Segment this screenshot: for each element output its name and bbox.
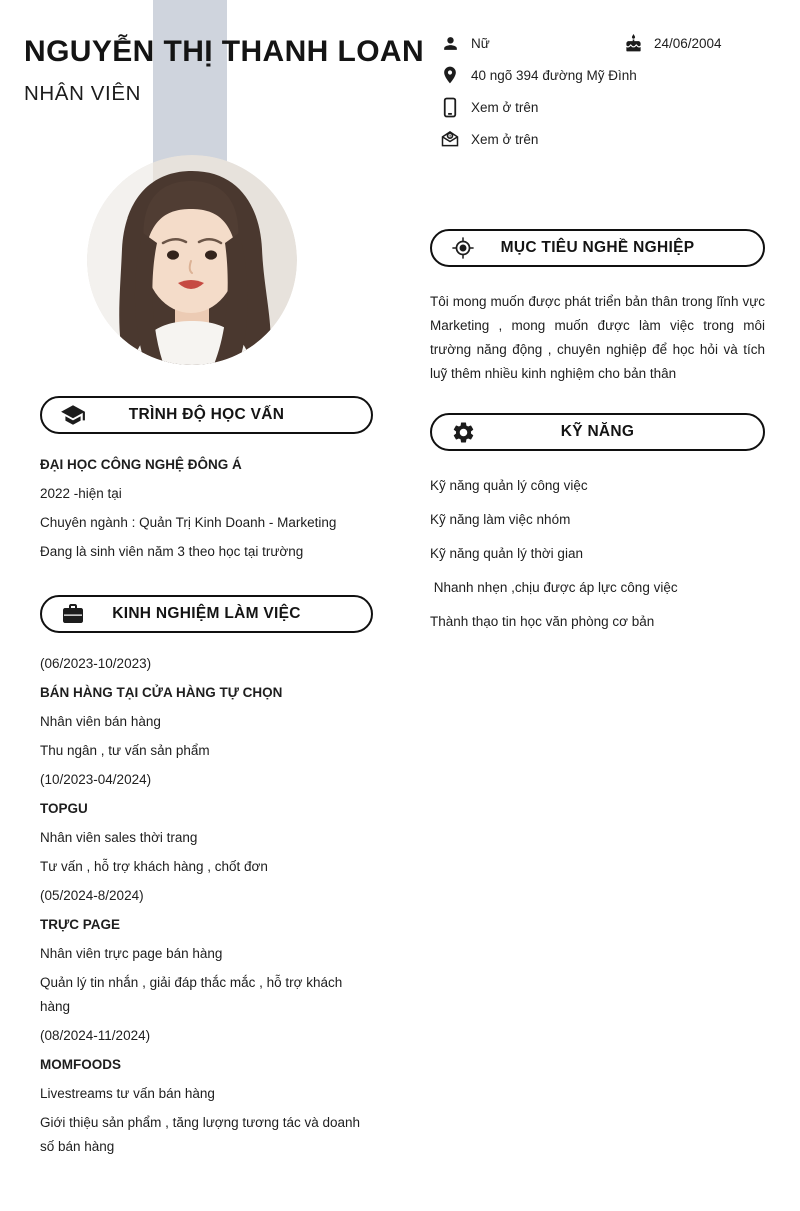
job-company: TRỰC PAGE: [40, 917, 120, 932]
profile-photo: [87, 155, 297, 365]
gear-icon: [450, 419, 476, 445]
profile-photo-illustration: [87, 155, 297, 365]
skill-item: Thành thạo tin học văn phòng cơ bản: [430, 614, 655, 629]
job-detail: Nhân viên bán hàng: [40, 714, 161, 729]
job-company: MOMFOODS: [40, 1057, 121, 1072]
contact-row-phone: [440, 95, 780, 119]
education-major: Chuyên ngành : Quản Trị Kinh Doanh - Marketing: [40, 515, 337, 530]
job-detail: Nhân viên sales thời trang: [40, 830, 198, 845]
job-period: (06/2023-10/2023): [40, 656, 152, 671]
contact-row-email: [440, 127, 780, 151]
section-header-objective: [430, 229, 765, 267]
job-detail: Giới thiệu sản phẩm , tăng lượng tương tác và doanh số bán hàng: [40, 1115, 361, 1154]
left-column: [40, 396, 373, 1159]
contact-row-address: [440, 63, 780, 87]
section-header-skills: [430, 413, 765, 451]
phone-icon: [440, 97, 460, 117]
job-detail: Nhân viên trực page bán hàng: [40, 946, 223, 961]
education-school: ĐẠI HỌC CÔNG NGHỆ ĐÔNG Á: [40, 457, 242, 472]
section-title-education: TRÌNH ĐỘ HỌC VẤN: [128, 406, 285, 423]
section-title-skills: KỸ NĂNG: [560, 423, 635, 440]
education-note: Đang là sinh viên năm 3 theo học tại trường: [40, 544, 304, 559]
briefcase-icon: [60, 601, 86, 627]
job-detail: Quản lý tin nhắn , giải đáp thắc mắc , hỗ trợ khách hàng: [40, 975, 343, 1014]
job-detail: Livestreams tư vấn bán hàng: [40, 1086, 215, 1101]
svg-text:@: @: [447, 133, 453, 139]
job-period: (05/2024-8/2024): [40, 888, 144, 903]
objective-text: Tôi mong muốn được phát triển bản thân trong lĩnh vực Marketing , mong muốn được làm việc trong môi trường năng động , chuyên nghiệp để học hỏi và tích luỹ thêm nhiều kinh nghiệm cho bản thân: [430, 294, 765, 381]
skill-item: Nhanh nhẹn ,chịu được áp lực công việc: [430, 580, 678, 595]
job-period: (10/2023-04/2024): [40, 772, 152, 787]
education-content: [40, 453, 373, 564]
skill-item: Kỹ năng quản lý công việc: [430, 478, 588, 493]
graduation-cap-icon: [60, 402, 86, 428]
job-detail: Tư vấn , hỗ trợ khách hàng , chốt đơn: [40, 859, 268, 874]
job-detail: Thu ngân , tư vấn sản phẩm: [40, 743, 210, 758]
skills-list: [430, 474, 765, 634]
phone-value: Xem ở trên: [471, 99, 539, 115]
contact-gender: [440, 33, 623, 53]
section-header-education: [40, 396, 373, 434]
job-company: TOPGU: [40, 801, 88, 816]
birthday-cake-icon: [623, 33, 643, 53]
contact-info: [440, 31, 780, 159]
job-period: (08/2024-11/2024): [40, 1028, 151, 1043]
experience-content: [40, 652, 373, 1159]
email-icon: [440, 129, 460, 149]
address-value: 40 ngõ 394 đường Mỹ Đình: [471, 67, 637, 83]
profile-header: [24, 36, 484, 106]
person-icon: [440, 33, 460, 53]
contact-birthday: [623, 33, 722, 53]
location-pin-icon: [440, 65, 460, 85]
section-title-experience: KINH NGHIỆM LÀM VIỆC: [112, 605, 301, 622]
profile-name: NGUYỄN THỊ THANH LOAN: [24, 35, 425, 68]
section-header-experience: [40, 595, 373, 633]
job-company: BÁN HÀNG TẠI CỬA HÀNG TỰ CHỌN: [40, 685, 283, 700]
skill-item: Kỹ năng làm việc nhóm: [430, 512, 571, 527]
birthday-value: 24/06/2004: [654, 35, 722, 51]
gender-value: Nữ: [471, 35, 490, 51]
email-value: Xem ở trên: [471, 131, 539, 147]
skill-item: Kỹ năng quản lý thời gian: [430, 546, 583, 561]
target-icon: [450, 235, 476, 261]
education-period: 2022 -hiện tại: [40, 486, 122, 501]
section-title-objective: MỤC TIÊU NGHỀ NGHIỆP: [500, 239, 695, 256]
right-column: [430, 229, 765, 644]
profile-job-title: NHÂN VIÊN: [24, 82, 142, 105]
contact-row-gender-birthday: [440, 31, 780, 55]
